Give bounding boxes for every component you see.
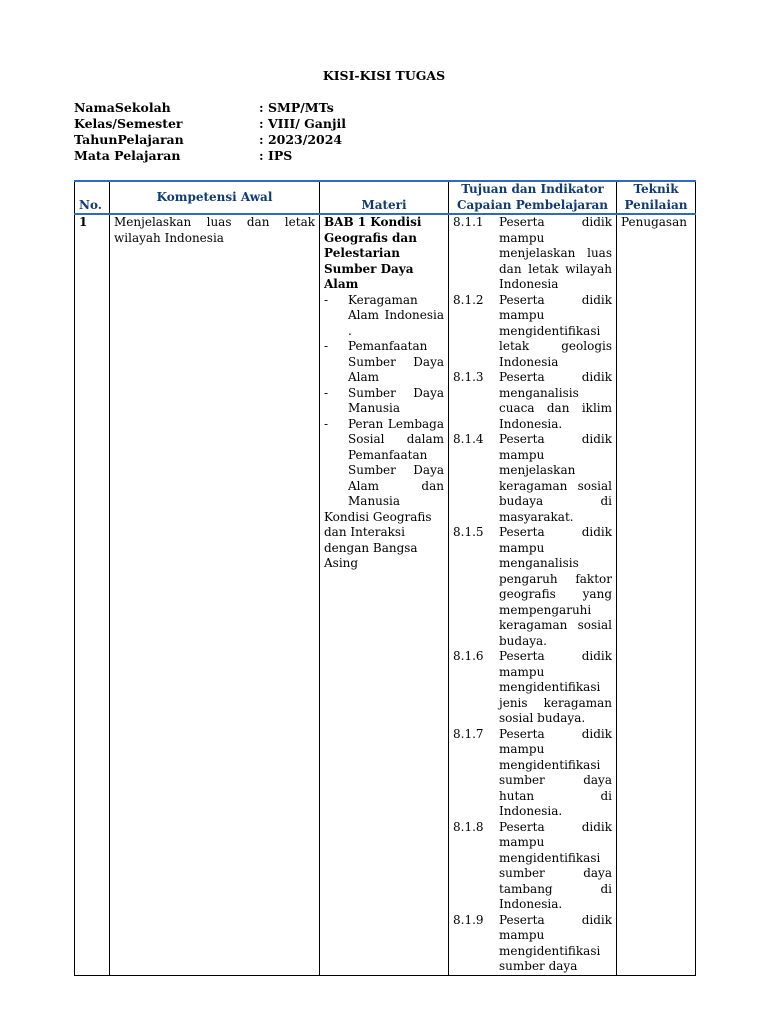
info-row-subject bbox=[74, 148, 346, 164]
info-row-school bbox=[74, 100, 346, 116]
header-teknik: Teknik Penilaian bbox=[617, 181, 696, 214]
list-dash: - bbox=[324, 416, 329, 431]
indicator-text: Peserta didik mampu menjelaskan keragaman sosial budaya di masyarakat. bbox=[499, 432, 612, 524]
info-value: : VIII/ Ganjil bbox=[259, 116, 347, 131]
indicator-item bbox=[453, 432, 612, 525]
indicator-item bbox=[453, 913, 612, 975]
indicator-code: 8.1.5 bbox=[453, 525, 484, 539]
document-title: KISI-KISI TUGAS bbox=[322, 68, 446, 83]
info-label: NamaSekolah bbox=[74, 100, 171, 115]
info-row-year bbox=[74, 132, 346, 148]
indicator-code: 8.1.2 bbox=[453, 292, 484, 307]
list-dash: - bbox=[324, 385, 329, 400]
info-value: : SMP/MTs bbox=[259, 100, 334, 115]
school-info bbox=[74, 100, 346, 164]
indicator-code: 8.1.1 bbox=[453, 215, 484, 229]
indicator-item bbox=[453, 727, 612, 820]
header-tujuan: Tujuan dan Indikator Capaian Pembelajaran bbox=[449, 181, 617, 214]
list-item bbox=[324, 417, 444, 510]
list-item-text: Peran Lembaga Sosial dalam Pemanfaatan Sumber Daya Alam dan Manusia bbox=[348, 416, 444, 508]
list-dash: - bbox=[324, 339, 329, 353]
indicator-item bbox=[453, 293, 612, 371]
materi-list bbox=[324, 293, 444, 510]
header-no: No. bbox=[75, 181, 110, 214]
info-value: : IPS bbox=[259, 148, 293, 163]
materi-extra: Kondisi Geografis dan Interaksi dengan Bangsa Asing bbox=[324, 509, 432, 570]
list-dash: - bbox=[324, 292, 329, 307]
indicator-code: 8.1.4 bbox=[453, 432, 484, 446]
teknik-cell: Penugasan bbox=[617, 214, 696, 975]
list-item-text: Keragaman Alam Indonesia . bbox=[348, 292, 444, 338]
indicator-text: Peserta didik mampu mengidentifikasi sumber daya hutan di Indonesia. bbox=[499, 726, 612, 818]
info-label: TahunPelajaran bbox=[74, 132, 184, 147]
indicator-code: 8.1.3 bbox=[453, 370, 484, 384]
indicator-text: Peserta didik mampu mengidentifikasi letak geologis Indonesia bbox=[499, 292, 612, 369]
indicator-text: Peserta didik mampu menjelaskan luas dan letak wilayah Indonesia bbox=[499, 215, 612, 291]
indicator-text: Peserta didik mampu mengidentifikasi sumber daya bbox=[499, 912, 612, 973]
kompetensi-text: wilayah Indonesia bbox=[114, 230, 224, 245]
materi-chapter-title: BAB 1 Kondisi Geografis dan Pelestarian Sumber Daya Alam bbox=[324, 215, 422, 291]
indicator-text: Peserta didik menganalisis cuaca dan iklim Indonesia. bbox=[499, 370, 612, 431]
indicator-text: Peserta didik mampu mengidentifikasi jenis keragaman sosial budaya. bbox=[499, 649, 612, 725]
indicator-item bbox=[453, 649, 612, 727]
header-materi: Materi bbox=[320, 181, 449, 214]
indicator-text: Peserta didik mampu mengidentifikasi sumber daya tambang di Indonesia. bbox=[499, 819, 612, 911]
list-item-text: Pemanfaatan Sumber Daya Alam bbox=[348, 339, 444, 384]
info-label: Mata Pelajaran bbox=[74, 148, 181, 163]
indicator-text: Peserta didik mampu menganalisis pengaruh faktor geografis yang mempengaruhi keragaman sosial budaya. bbox=[499, 525, 612, 648]
list-item bbox=[324, 339, 444, 386]
info-value: : 2023/2024 bbox=[259, 132, 343, 147]
kompetensi-text: Menjelaskan luas dan letak bbox=[114, 215, 315, 229]
materi-cell bbox=[320, 214, 449, 975]
tujuan-cell bbox=[449, 214, 617, 975]
header-kompetensi: Kompetensi Awal bbox=[110, 181, 320, 214]
info-row-class bbox=[74, 116, 346, 132]
indicator-item bbox=[453, 820, 612, 913]
indicator-item bbox=[453, 370, 612, 432]
indicator-code: 8.1.6 bbox=[453, 649, 484, 663]
kompetensi-cell bbox=[110, 214, 320, 975]
info-label: Kelas/Semester bbox=[74, 116, 183, 131]
list-item-text: Sumber Daya Manusia bbox=[348, 385, 444, 415]
indicator-code: 8.1.9 bbox=[453, 912, 484, 927]
kisi-kisi-table bbox=[74, 180, 696, 976]
list-item bbox=[324, 293, 444, 340]
table-header-row bbox=[75, 181, 696, 214]
list-item bbox=[324, 386, 444, 417]
row-number: 1 bbox=[75, 214, 110, 975]
indicator-code: 8.1.7 bbox=[453, 726, 484, 741]
indicator-code: 8.1.8 bbox=[453, 819, 484, 834]
indicator-item bbox=[453, 215, 612, 293]
table-row bbox=[75, 214, 696, 975]
indicator-item bbox=[453, 525, 612, 649]
